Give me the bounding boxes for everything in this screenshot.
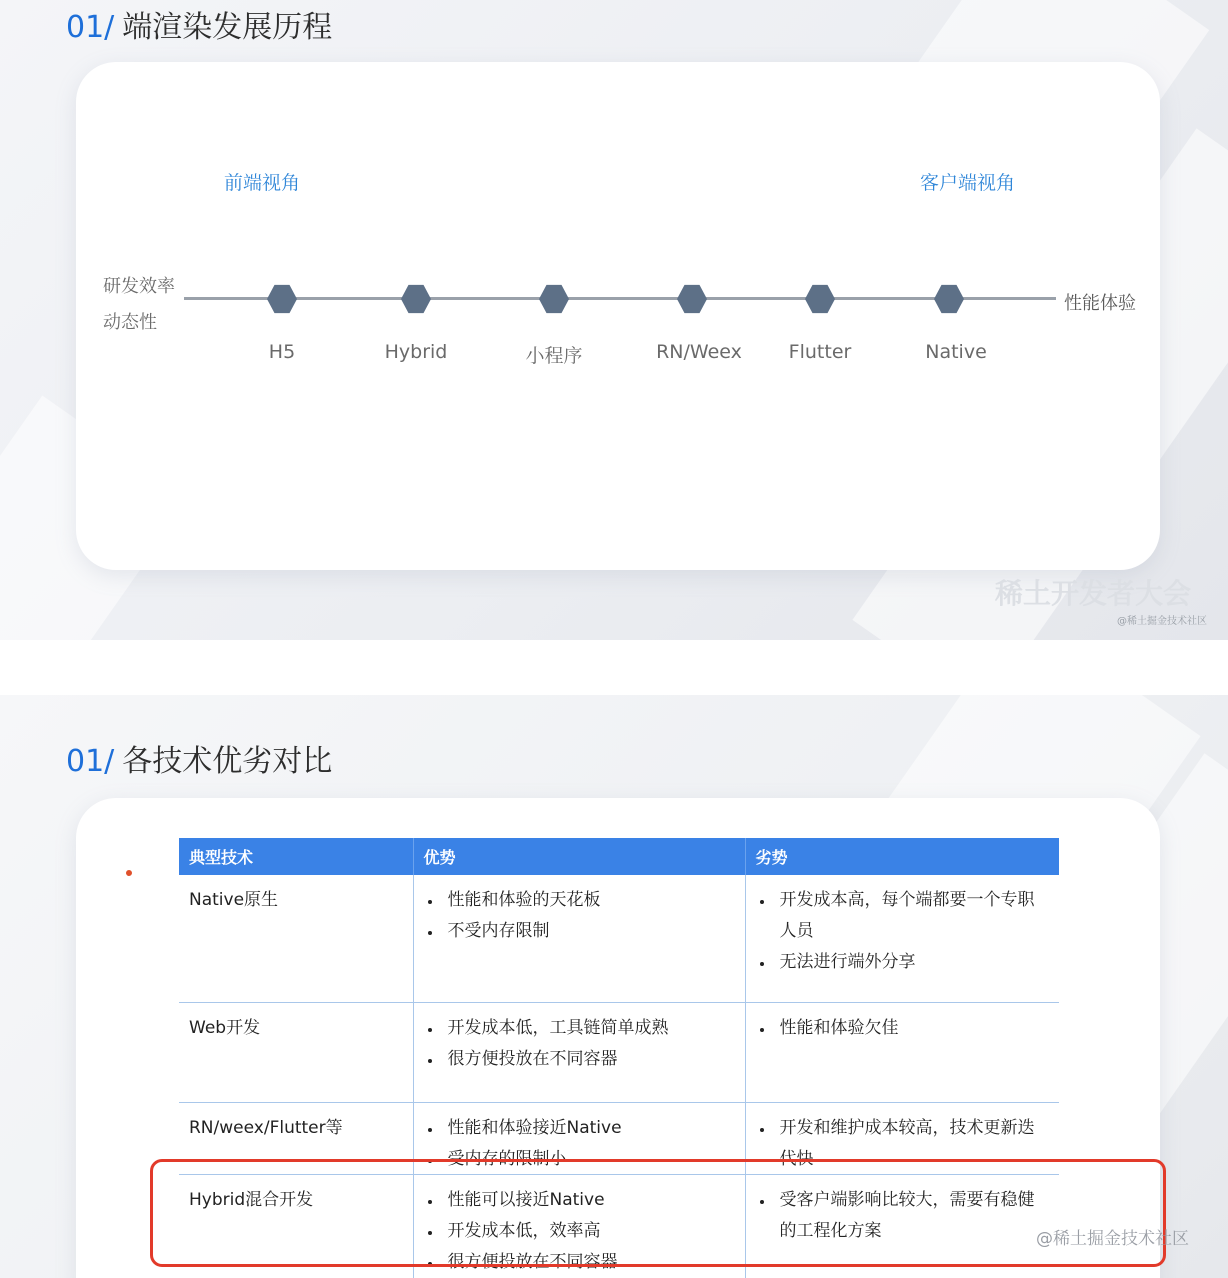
- timeline-label-native: Native: [925, 341, 987, 363]
- cell-tech: Web开发: [179, 1002, 413, 1102]
- pros-item: • 不受内存限制: [442, 916, 735, 947]
- frontend-view-label: 前端视角: [224, 172, 301, 194]
- slide-title: [66, 2, 332, 46]
- cons-item: • 开发成本高，每个端都要一个专职人员: [774, 885, 1050, 947]
- cell-tech: Native原生: [179, 875, 413, 1002]
- title-text: 各技术优劣对比: [122, 744, 333, 779]
- timeline-label-rn-weex: RN/Weex: [656, 341, 742, 363]
- cons-item: • 无法进行端外分享: [774, 947, 1050, 978]
- pros-item: • 受内存的限制小: [442, 1144, 735, 1174]
- cons-item: • 性能和体验欠佳: [774, 1013, 1050, 1044]
- axis-label-performance: 性能体验: [1064, 293, 1136, 314]
- table-header-row: [179, 838, 1059, 875]
- pros-item: • 性能可以接近Native: [442, 1185, 735, 1216]
- cons-item: • 开发和维护成本较高，技术更新迭代快: [774, 1113, 1050, 1174]
- table-row: [179, 875, 1059, 1002]
- cell-cons: [745, 1002, 1059, 1102]
- pros-item: • 很方便投放在不同容器: [442, 1044, 735, 1075]
- conference-watermark: 稀土开发者大会: [995, 577, 1192, 610]
- cell-cons: [745, 875, 1059, 1002]
- table-row: [179, 1002, 1059, 1102]
- pros-item: • 开发成本低，工具链简单成熟: [442, 1013, 735, 1044]
- timeline-label-flutter: Flutter: [788, 341, 852, 363]
- timeline-card: [76, 62, 1160, 570]
- header-cons: 劣势: [745, 838, 1059, 875]
- axis-label-dynamic: 动态性: [103, 312, 157, 333]
- timeline-label-h5: H5: [268, 341, 296, 363]
- header-tech: 典型技术: [179, 838, 413, 875]
- pros-item: • 性能和体验的天花板: [442, 885, 735, 916]
- community-watermark: @稀土掘金技术社区: [1117, 616, 1207, 627]
- title-number: 01/: [66, 10, 115, 45]
- title-number: 01/: [66, 744, 115, 779]
- cell-tech: Hybrid混合开发: [179, 1174, 413, 1278]
- pros-item: • 开发成本低，效率高: [442, 1216, 735, 1247]
- community-watermark: @稀土掘金技术社区: [1036, 1229, 1189, 1249]
- slide-title: [66, 736, 332, 780]
- header-pros: 优势: [413, 838, 745, 875]
- cell-pros: [413, 1002, 745, 1102]
- cell-tech: RN/weex/Flutter等: [179, 1102, 413, 1174]
- axis-label-dev-efficiency: 研发效率: [103, 276, 175, 297]
- timeline-label-hybrid: Hybrid: [384, 341, 448, 363]
- pros-item: • 很方便投放在不同容器: [442, 1247, 735, 1278]
- timeline-line: [184, 297, 1056, 300]
- pros-item: • 性能和体验接近Native: [442, 1113, 735, 1144]
- title-text: 端渲染发展历程: [122, 10, 333, 45]
- hybrid-row-highlight: [150, 1159, 1166, 1267]
- cell-pros: [413, 875, 745, 1002]
- cons-item: • 受客户端影响比较大，需要有稳健的工程化方案: [774, 1185, 1050, 1247]
- timeline-label-miniprogram: 小程序: [525, 345, 583, 367]
- client-view-label: 客户端视角: [920, 172, 1016, 194]
- red-bullet-dot: [126, 870, 132, 876]
